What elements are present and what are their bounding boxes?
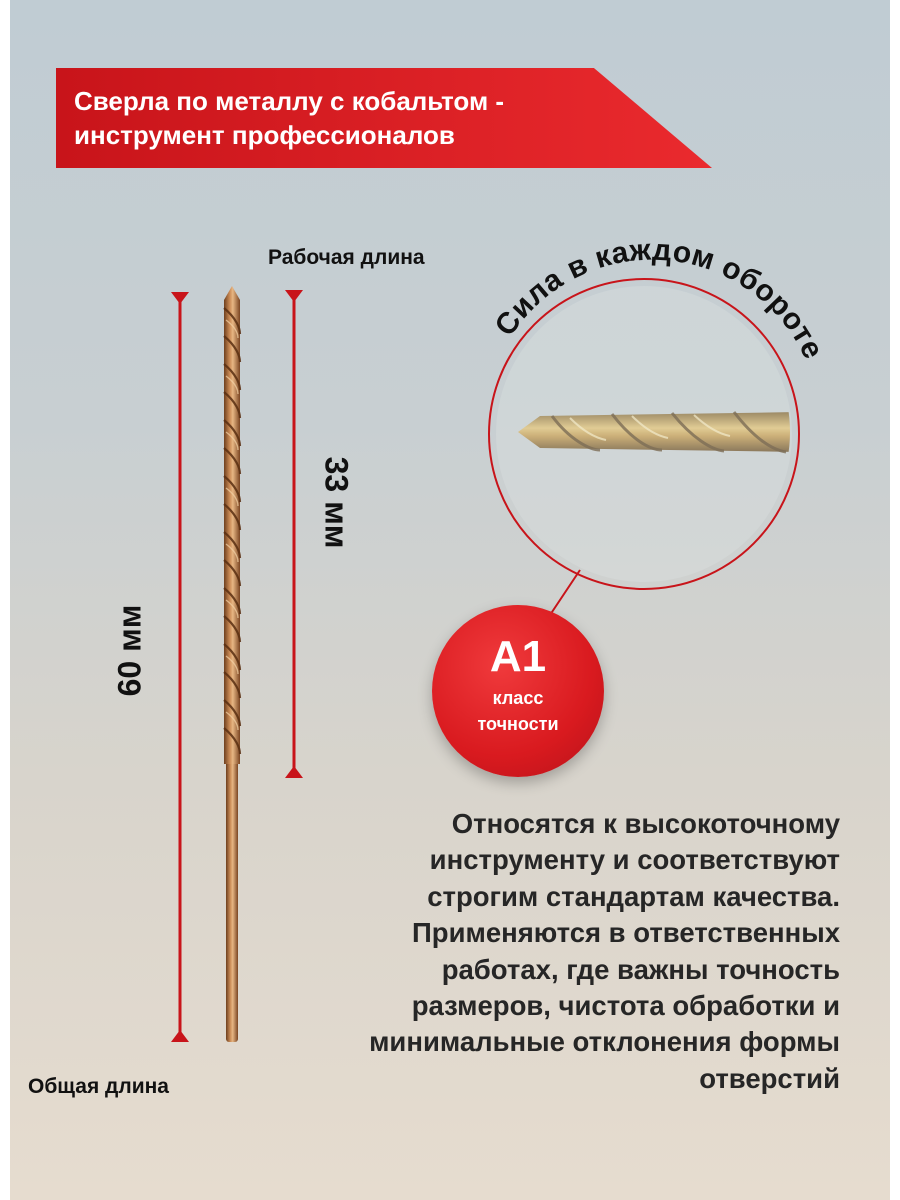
arc-slogan (489, 233, 830, 364)
total-length-value: 60 мм (111, 604, 148, 697)
total-length-label: Общая длина (28, 1075, 169, 1098)
badge-grade: А1 (489, 632, 547, 681)
working-length-value: 33 мм (318, 456, 355, 549)
badge-caption-line2: точности (477, 714, 559, 734)
badge-caption-line1: класс (492, 688, 544, 708)
product-description: Относятся к высокоточному инструменту и соответствуют строгим стандартам качества. Применяются в ответственных работах, где важны точность размеров, чистота обработки и минимальные отклонения формы отверстий (369, 808, 840, 1094)
arc-slogan-path: Сила в каждом обороте (488, 233, 830, 365)
banner-title: Сверла по металлу с кобальтом - инструмент профессионалов (74, 86, 505, 150)
badge-caption (432, 685, 604, 737)
accuracy-class-badge (432, 605, 604, 777)
working-length-label: Рабочая длина (268, 246, 425, 269)
